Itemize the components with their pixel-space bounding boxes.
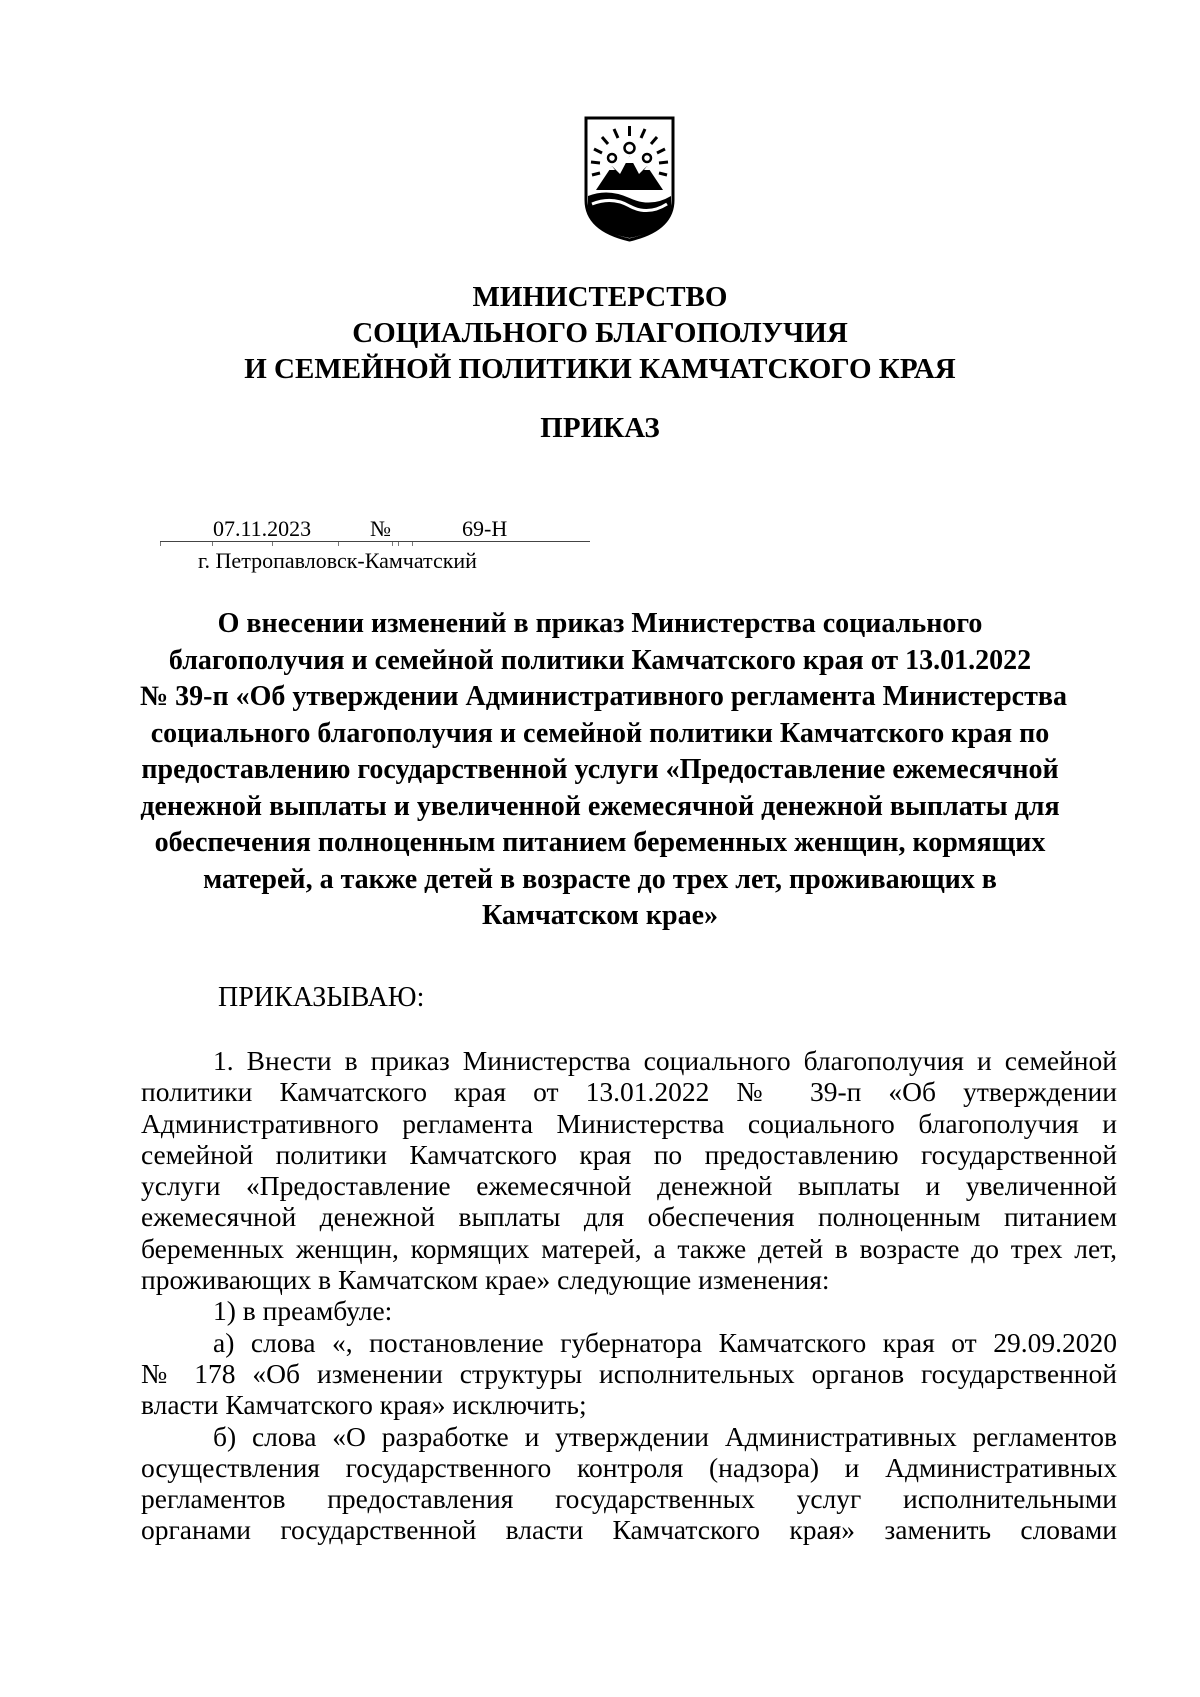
org-name-line-1: МИНИСТЕРСТВО: [472, 281, 728, 313]
body-line: 1. Внести в приказ Министерства социального благополучия и семейной: [213, 1045, 1117, 1076]
subject-line: предоставлению государственной услуги «Предоставление ежемесячной: [141, 754, 1059, 785]
document-body: [141, 1045, 1117, 1546]
subject-line: матерей, а также детей в возрасте до трех лет, проживающих в: [203, 863, 997, 895]
kamchatka-coat-of-arms-icon: [578, 112, 681, 244]
body-line: ежемесячной денежной выплаты для обеспечения полноценным питанием: [141, 1201, 1117, 1233]
underline-tick: [392, 542, 393, 546]
document-number: 69-Н: [462, 516, 508, 541]
document-date: 07.11.2023: [213, 516, 312, 541]
body-line: политики Камчатского края от 13.01.2022 № 39-п «Об утверждении: [141, 1076, 1117, 1108]
underline-tick: [160, 542, 161, 546]
underline-tick: [398, 542, 399, 546]
underline-tick: [272, 542, 273, 546]
body-line: власти Камчатского края» исключить;: [141, 1389, 587, 1421]
underline-tick: [338, 542, 339, 546]
body-line: семейной политики Камчатского края по предоставлению государственной: [141, 1138, 1117, 1170]
body-line: б) слова «О разработке и утверждении Административных регламентов: [213, 1420, 1117, 1452]
body-line: регламентов предоставления государственных услуг исполнительными: [141, 1483, 1117, 1515]
body-line: беременных женщин, кормящих матерей, а также детей в возрасте до трех лет,: [141, 1232, 1117, 1264]
underline-tick: [412, 542, 413, 546]
subject-line: денежной выплаты и увеличенной ежемесячной денежной выплаты для: [140, 790, 1060, 822]
body-line: осуществления государственного контроля (надзора) и Административных: [141, 1451, 1117, 1483]
underline-tick: [212, 542, 213, 546]
document-place: г. Петропавловск-Камчатский: [198, 548, 477, 573]
number-sign: №: [370, 516, 391, 541]
body-line: услуги «Предоставление ежемесячной денежной выплаты и увеличенной: [141, 1170, 1117, 1202]
subject-line: Камчатском крае»: [481, 900, 719, 931]
subject-line: социального благополучия и семейной политики Камчатского края по: [150, 717, 1050, 749]
org-name-line-2: СОЦИАЛЬНОГО БЛАГОПОЛУЧИЯ: [352, 317, 848, 349]
requisites-line: [160, 516, 590, 542]
order-word: ПРИКАЗЫВАЮ:: [218, 982, 425, 1013]
requisites-underline: [160, 541, 590, 542]
body-line: 1) в преамбуле:: [213, 1295, 393, 1327]
body-line: а) слова «, постановление губернатора Камчатского края от 29.09.2020: [213, 1326, 1117, 1358]
subject-line: благополучия и семейной политики Камчатского края от 13.01.2022: [168, 644, 1032, 676]
body-line: органами государственной власти Камчатского края» заменить словами: [141, 1514, 1117, 1546]
subject-line: № 39-п «Об утверждении Административного регламента Министерства: [140, 681, 1067, 712]
body-line: № 178 «Об изменении структуры исполнительных органов государственной: [141, 1357, 1117, 1389]
document-type-title: ПРИКАЗ: [540, 412, 660, 444]
org-name-line-3: И СЕМЕЙНОЙ ПОЛИТИКИ КАМЧАТСКОГО КРАЯ: [244, 353, 956, 385]
subject-line: О внесении изменений в приказ Министерства социального: [217, 608, 983, 639]
document-subject: [140, 606, 1067, 935]
subject-line: обеспечения полноценным питанием беременных женщин, кормящих: [154, 827, 1046, 858]
body-line: Административного регламента Министерства социального благополучия и: [141, 1107, 1117, 1139]
body-line: проживающих в Камчатском крае» следующие изменения:: [141, 1264, 830, 1296]
